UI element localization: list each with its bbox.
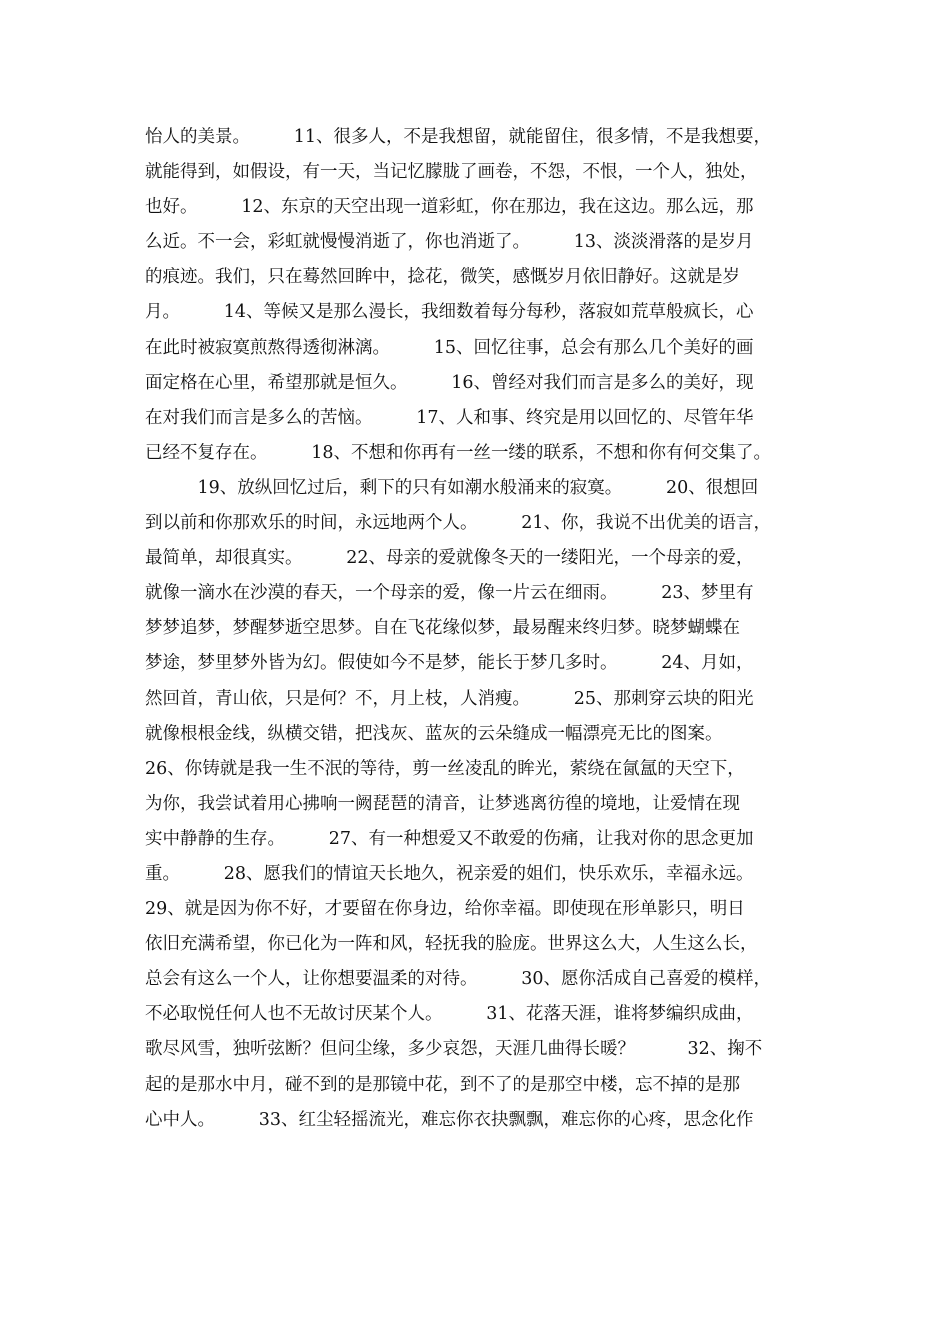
text-line: 起的是那水中月，碰不到的是那镜中花，到不了的是那空中楼，忘不掉的是那 (145, 1074, 740, 1095)
text-line: 就能得到，如假设，有一天，当记忆朦胧了画卷，不怨，不恨，一个人，独处， (145, 162, 758, 183)
text-line: 实中静静的生存。 27、有一种想爱又不敢爱的伤痛，让我对你的思念更加 (145, 828, 754, 849)
text-line: 心中人。 33、红尘轻摇流光，难忘你衣抉飘飘，难忘你的心疼，思念化作 (145, 1109, 754, 1130)
text-line: 面定格在心里，希望那就是恒久。 16、曾经对我们而言是多么的美好，现 (145, 372, 754, 393)
text-line: 就像一滴水在沙漠的春天，一个母亲的爱，像一片云在细雨。 23、梦里有 (145, 583, 754, 604)
text-line: 在此时被寂寞煎熬得透彻淋漓。 15、回忆往事，总会有那么几个美好的画 (145, 337, 754, 358)
text-line: 的痕迹。我们，只在蓦然回眸中，捻花，微笑，感慨岁月依旧静好。这就是岁 (145, 267, 740, 288)
text-line: 在对我们而言是多么的苦恼。 17、人和事、终究是用以回忆的、尽管年华 (145, 407, 754, 428)
text-line: 月。 14、等候又是那么漫长，我细数着每分每秒，落寂如荒草般疯长，心 (145, 302, 754, 323)
text-line: 歌尽风雪，独听弦断？但问尘缘，多少哀怨，天涯几曲得长暖？ 32、掬不 (145, 1039, 763, 1060)
text-line: 不必取悦任何人也不无故讨厌某个人。 31、花落天涯，谁将梦编织成曲， (145, 1004, 754, 1025)
text-line: 怡人的美景。 11、很多人，不是我想留，就能留住，很多情，不是我想要， (145, 127, 772, 147)
text-line: 19、放纵回忆过后，剩下的只有如潮水般涌来的寂寞。 20、很想回 (145, 477, 759, 498)
text-line: 然回首，青山依，只是何？不，月上枝，人消瘦。 25、那刺穿云块的阳光 (145, 688, 754, 709)
text-line: 么近。不一会，彩虹就慢慢消逝了，你也消逝了。 13、淡淡滑落的是岁月 (145, 232, 754, 253)
text-line: 为你，我尝试着用心拂响一阙琵琶的清音，让梦逃离彷徨的境地，让爱情在现 (145, 793, 740, 814)
text-line: 已经不复存在。 18、不想和你再有一丝一缕的联系，不想和你有何交集了。 (145, 442, 772, 463)
text-line: 依旧充满希望，你已化为一阵和风，轻抚我的脸庞。世界这么大，人生这么长， (145, 934, 758, 955)
text-line: 总会有这么一个人，让你想要温柔的对待。 30、愿你活成自己喜爱的模样， (145, 969, 772, 990)
text-line: 梦梦追梦，梦醒梦逝空思梦。自在飞花缘似梦，最易醒来终归梦。晓梦蝴蝶在 (145, 618, 740, 639)
text-line: 重。 28、愿我们的情谊天长地久，祝亲爱的姐们，快乐欢乐，幸福永远。 (145, 863, 754, 884)
text-line: 也好。 12、东京的天空出现一道彩虹，你在那边，我在这边。那么远，那 (145, 197, 754, 218)
text-line: 29、就是因为你不好，才要留在你身边，给你幸福。即使现在形单影只，明日 (145, 899, 745, 920)
text-line: 26、你铸就是我一生不泯的等待，剪一丝凌乱的眸光，萦绕在氤氲的天空下， (145, 758, 745, 779)
text-line: 梦途，梦里梦外皆为幻。假使如今不是梦，能长于梦几多时。 24、月如， (145, 653, 754, 674)
text-line: 到以前和你那欢乐的时间，永远地两个人。 21、你，我说不出优美的语言， (145, 513, 772, 534)
text-line: 最简单，却很真实。 22、母亲的爱就像冬天的一缕阳光，一个母亲的爱， (145, 548, 754, 569)
text-line: 就像根根金线，纵横交错，把浅灰、蓝灰的云朵缝成一幅漂亮无比的图案。 (145, 723, 723, 744)
document-body (145, 120, 825, 1138)
